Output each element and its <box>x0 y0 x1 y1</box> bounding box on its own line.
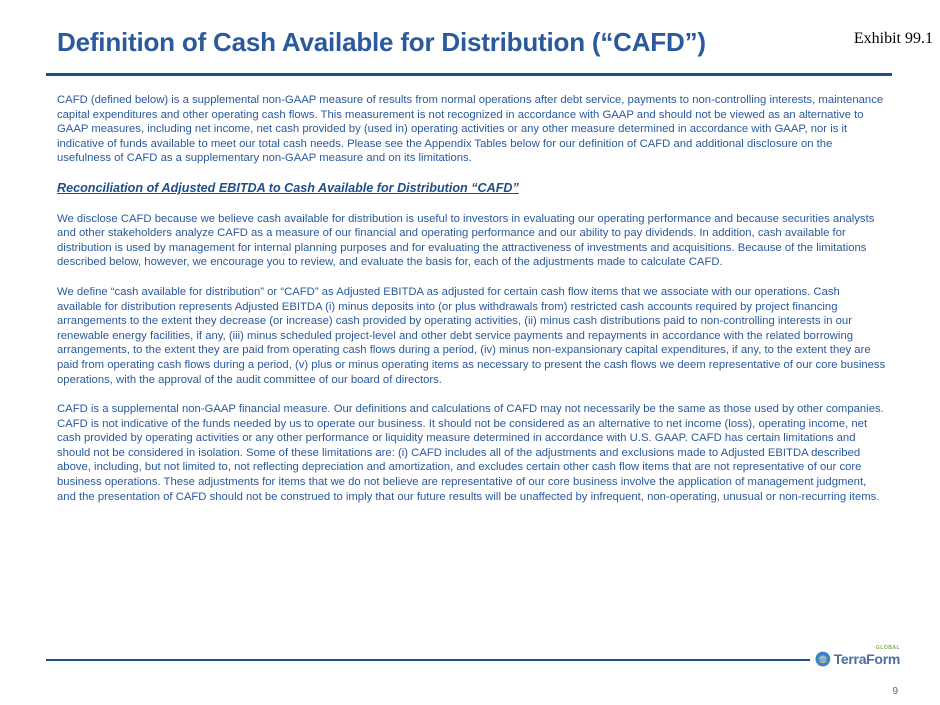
body-content <box>57 93 887 519</box>
paragraph-definition: We define “cash available for distribution” or “CAFD” as Adjusted EBITDA as adjusted for certain cash flow items that we associate with our operations. Cash available for distribution represents Adjusted EBITDA (i) minus deposits into (or plus withdrawals from) restricted cash accounts required by project financing arrangements to the extent they decrease (or increase) cash provided by operating activities, (ii) minus cash distributions paid to non-controlling interests in our renewable energy facilities, if any, (iii) minus scheduled project-level and other debt service payments and repayments in accordance with the related borrowing arrangements, to the extent they are paid from operating cash flows during a period, (iv) minus non-expansionary capital expenditures, if any, to the extent they are paid from operating cash flows during a period, (v) plus or minus operating items as necessary to present the cash flows we deem representative of our core business operations, with the approval of the audit committee of our board of directors. <box>57 285 886 386</box>
exhibit-label: Exhibit 99.1 <box>853 30 933 47</box>
top-divider <box>46 73 892 76</box>
globe-icon <box>814 647 832 671</box>
page-number: 9 <box>892 686 898 697</box>
paragraph-limitations: CAFD is a supplemental non-GAAP financial measure. Our definitions and calculations of CAFD may not necessarily be the same as those used by other companies. CAFD is not indicative of the funds needed by us to operate our business. It should not be considered as an alternative to net income (loss), operating income, net cash provided by operating activities or any other performance or liquidity measure determined in accordance with U.S. GAAP. CAFD has certain limitations and should not be considered in isolation. Some of these limitations are: (i) CAFD includes all of the adjustments and exclusions made to Adjusted EBITDA described above, including, but not limited to, not reflecting depreciation and amortization, and excludes certain other cash flow items that are not representative of our core business operations. These adjustments for items that we do not believe are representative of our core business involve the application of management judgment, and the presentation of CAFD should not be construed to imply that our future results will be unaffected by infrequent, non-operating, unusual or non-recurring items. <box>57 403 884 503</box>
page-title: Definition of Cash Available for Distribution (“CAFD”) <box>57 27 706 57</box>
logo-subtitle: GLOBAL <box>875 645 900 651</box>
logo-text: TerraForm <box>833 651 900 667</box>
section-heading: Reconciliation of Adjusted EBITDA to Cash Available for Distribution “CAFD” <box>57 180 519 195</box>
intro-paragraph: CAFD (defined below) is a supplemental non-GAAP measure of results from normal operations after debt service, payments to non-controlling interests, maintenance capital expenditures and other operating cash flows. This measurement is not recognized in accordance with GAAP and should not be viewed as an alternative to GAAP measures, including net income, net cash provided by (used in) operating activities or any other measure determined in accordance with GAAP, nor is it indicative of funds available to meet our total cash needs. Please see the Appendix Tables below for our definition of CAFD and additional disclosure on the usefulness of CAFD as a supplementary non-GAAP measure and on its limitations. <box>57 94 884 165</box>
logo-wordmark <box>833 645 900 667</box>
bottom-divider <box>46 659 810 661</box>
paragraph-disclosure: We disclose CAFD because we believe cash available for distribution is useful to investors in evaluating our operating performance and because securities analysts and other stakeholders analyze CAFD as a measure of our financial and operating performance and our ability to pay dividends. In addition, cash available for distribution is used by management for internal planning purposes and for evaluating the attractiveness of investments and acquisitions. Because of the limitations described below, however, we encourage you to review, and evaluate the basis for, each of the adjustments made to calculate CAFD. <box>57 212 875 269</box>
terraform-logo <box>814 644 900 674</box>
